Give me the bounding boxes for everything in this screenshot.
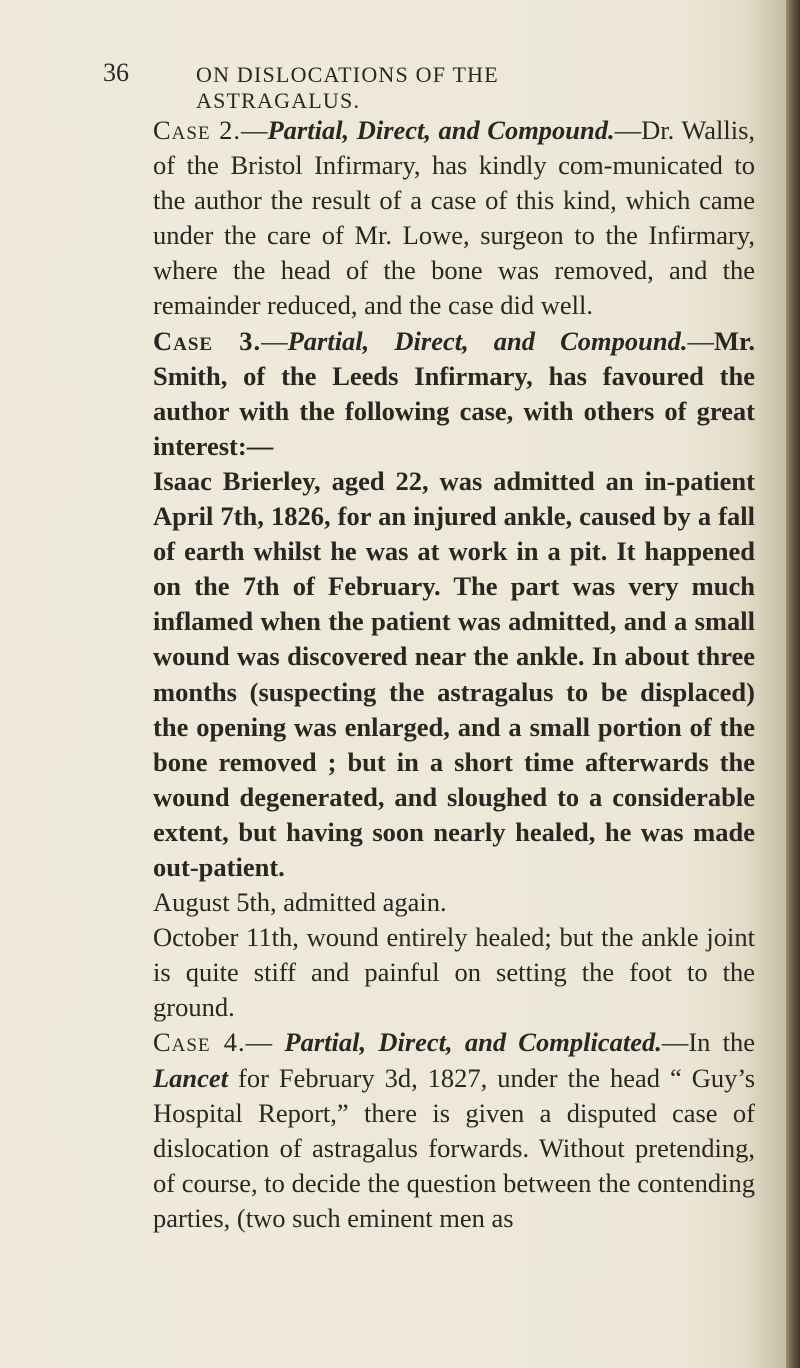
- case-4-intro: In the: [688, 1027, 756, 1058]
- page-edge-shadow: [786, 0, 800, 1368]
- case-4-title: Partial, Direct, and Complicated.: [284, 1027, 662, 1058]
- case-4-text: for February 3d, 1827, under the head “ Guy’s Hospital Report,” there is given a disputed case of dislocation of astragalus forwards. Without pretending, of course, to decide the question between the contending parties, (two such eminent men as: [153, 1062, 756, 1233]
- october-paragraph: October 11th, wound entirely healed; but the ankle joint is quite stiff and painful on setting the foot to the ground.: [153, 922, 755, 1023]
- case-4-paragraph: Case 4.— Partial, Direct, and Complicated.—In the Lancet for February 3d, 1827, under the head “ Guy’s Hospital Report,” there is given a disputed case of dislocation of astragalus forwards. Without pretending, of course, to decide the question between the contending parties, (two such eminent men as: [153, 1027, 756, 1233]
- page-number: 36: [103, 58, 129, 87]
- isaac-brierley-paragraph: Isaac Brierley, aged 22, was admitted an in-patient April 7th, 1826, for an injured ankle, caused by a fall of earth whilst he was at work in a pit. It happened on the 7th of February. The part was very much inflamed when the patient was admitted, and a small wound was discovered near the ankle. In about three months (suspecting the astragalus to be displaced) the opening was enlarged, and a small portion of the bone removed ; but in a short time afterwards the wound degenerated, and sloughed to a considerable extent, but having soon nearly healed, he was made out-patient.: [153, 465, 755, 882]
- case-3-label: Case 3.: [153, 325, 262, 356]
- case-2-paragraph: Case 2.—Partial, Direct, and Compound.—Dr. Wallis, of the Bristol Infirmary, has kindly com-municated to the author the result of a case of this kind, which came under the care of Mr. Lowe, surgeon to the Infirmary, where the head of the bone was removed, and the remainder reduced, and the case did well.: [153, 115, 756, 321]
- case-3-text: Mr. Smith, of the Leeds Infirmary, has favoured the author with the following case, with others of great interest:—: [153, 325, 755, 461]
- case-2-label: Case 2.: [153, 115, 241, 145]
- case-3-paragraph: Case 3.—Partial, Direct, and Compound.—Mr. Smith, of the Leeds Infirmary, has favoured the author with the following case, with others of great interest:—: [153, 325, 755, 461]
- case-3-title: Partial, Direct, and Compound.: [287, 325, 688, 356]
- case-4-journal: Lancet: [153, 1062, 229, 1093]
- case-2-text: Dr. Wallis, of the Bristol Infirmary, has kindly com-municated to the author the result of a case of this kind, which came under the care of Mr. Lowe, surgeon to the Infirmary, where the head of the bone was removed, and the remainder reduced, and the case did well.: [153, 115, 756, 321]
- case-4-label: Case 4.: [153, 1027, 246, 1058]
- body-text: [129, 113, 755, 1236]
- case-2-title: Partial, Direct, and Compound.: [267, 115, 615, 145]
- august-paragraph: August 5th, admitted again.: [153, 887, 447, 918]
- running-head: ON DISLOCATIONS OF THE ASTRAGALUS.: [196, 62, 499, 113]
- page-header: [103, 58, 663, 113]
